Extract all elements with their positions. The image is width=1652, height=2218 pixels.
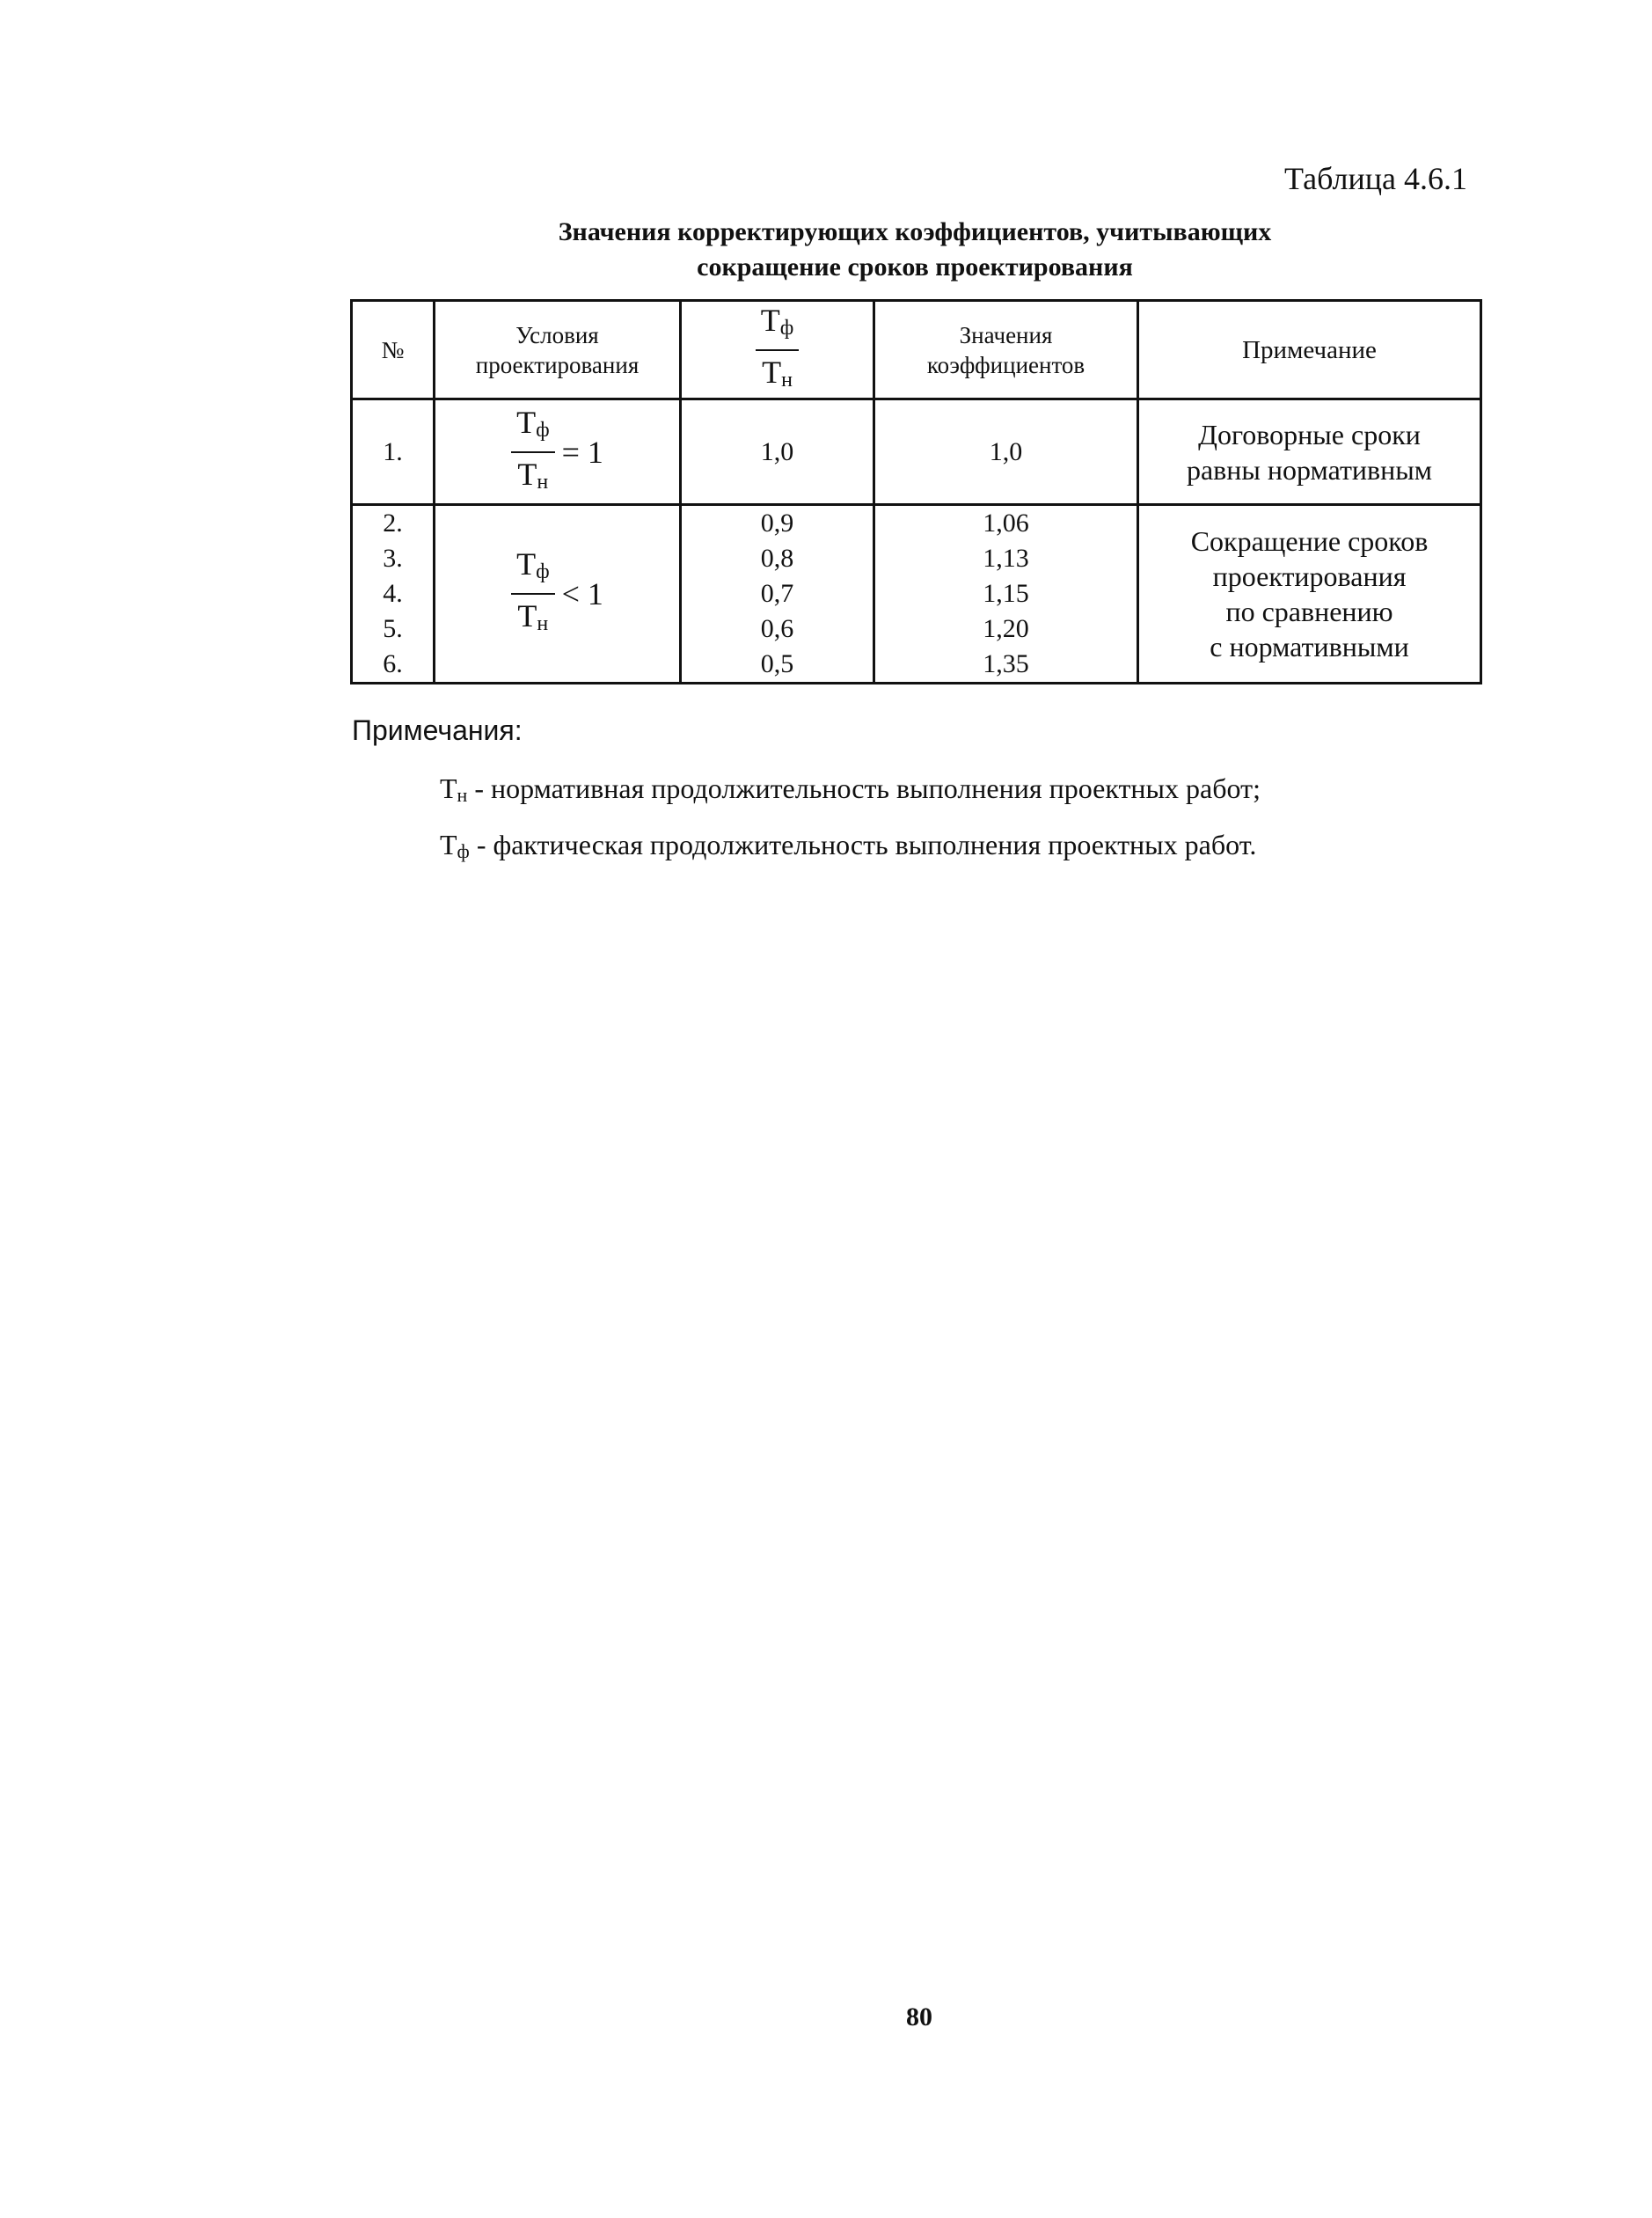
- row1-condition-relation: = 1: [561, 434, 603, 470]
- row1-condition-fraction: $\frac{Т_ф}{Т_н}$: [511, 405, 555, 500]
- table-title: [352, 215, 1478, 285]
- header-coefficients-line-1: Значения: [959, 321, 1053, 348]
- group-number: 6.: [383, 649, 403, 678]
- row1-ratio: 1,0: [681, 399, 874, 505]
- group-coefficient: 1,15: [983, 579, 1029, 608]
- group-coefficient: 1,20: [983, 614, 1029, 643]
- group-ratios: [681, 505, 874, 684]
- table-row: [352, 399, 1481, 505]
- header-coefficients: [874, 301, 1138, 399]
- page-number: 80: [906, 2002, 932, 2031]
- row1-number: 1.: [352, 399, 435, 505]
- row1-note: Договорные сроки равны нормативным: [1138, 399, 1481, 505]
- row1-condition: [435, 399, 681, 505]
- table-number: Таблица 4.6.1: [1284, 161, 1467, 196]
- group-ratio: 0,8: [760, 544, 794, 573]
- group-number: 2.: [383, 509, 403, 538]
- note-item: $Т_н$ - нормативная продолжительность выполнения проектных работ;: [440, 772, 1261, 806]
- note-item: $Т_ф$ - фактическая продолжительность выполнения проектных работ.: [440, 829, 1257, 862]
- header-ratio-denominator: Т: [762, 354, 782, 390]
- notes-list: [440, 764, 1261, 876]
- group-coefficient: 1,13: [983, 544, 1029, 573]
- header-number: №: [352, 301, 435, 399]
- header-note: Примечание: [1138, 301, 1481, 399]
- notes-heading: Примечания:: [352, 714, 523, 746]
- header-ratio-numerator-sub: ф: [779, 316, 794, 340]
- header-ratio-fraction: [756, 303, 800, 398]
- header-conditions-line-1: Условия: [515, 321, 599, 348]
- group-coefficients: [874, 505, 1138, 684]
- header-ratio-numerator: Т: [760, 302, 780, 338]
- group-number: 3.: [383, 544, 403, 573]
- header-conditions-line-2: проектирования: [475, 351, 640, 378]
- group-ratio: 0,7: [760, 579, 794, 608]
- header-ratio-denominator-sub: н: [781, 368, 793, 392]
- group-note: Сокращение сроков проектирования по сравнению с нормативными: [1138, 505, 1481, 684]
- group-ratio: 0,9: [760, 509, 794, 538]
- group-ratio: 0,5: [760, 649, 794, 678]
- header-conditions: [435, 301, 681, 399]
- group-number: 5.: [383, 614, 403, 643]
- row1-coefficient: 1,0: [874, 399, 1138, 505]
- group-condition: [435, 505, 681, 684]
- table-title-line-1: Значения корректирующих коэффициентов, учитывающих: [558, 217, 1272, 246]
- header-coefficients-line-2: коэффициентов: [926, 351, 1085, 378]
- group-coefficient: 1,35: [983, 649, 1029, 678]
- table-title-line-2: сокращение сроков проектирования: [697, 253, 1133, 282]
- group-condition-fraction: $\frac{Т_ф}{Т_н}$: [511, 546, 555, 641]
- coefficients-table: [350, 299, 1482, 684]
- group-numbers: [352, 505, 435, 684]
- group-coefficient: 1,06: [983, 509, 1029, 538]
- group-number: 4.: [383, 579, 403, 608]
- header-ratio: [681, 301, 874, 399]
- table-header-row: [352, 301, 1481, 399]
- table-row: [352, 505, 1481, 684]
- group-ratio: 0,6: [760, 614, 794, 643]
- group-condition-relation: < 1: [561, 576, 603, 611]
